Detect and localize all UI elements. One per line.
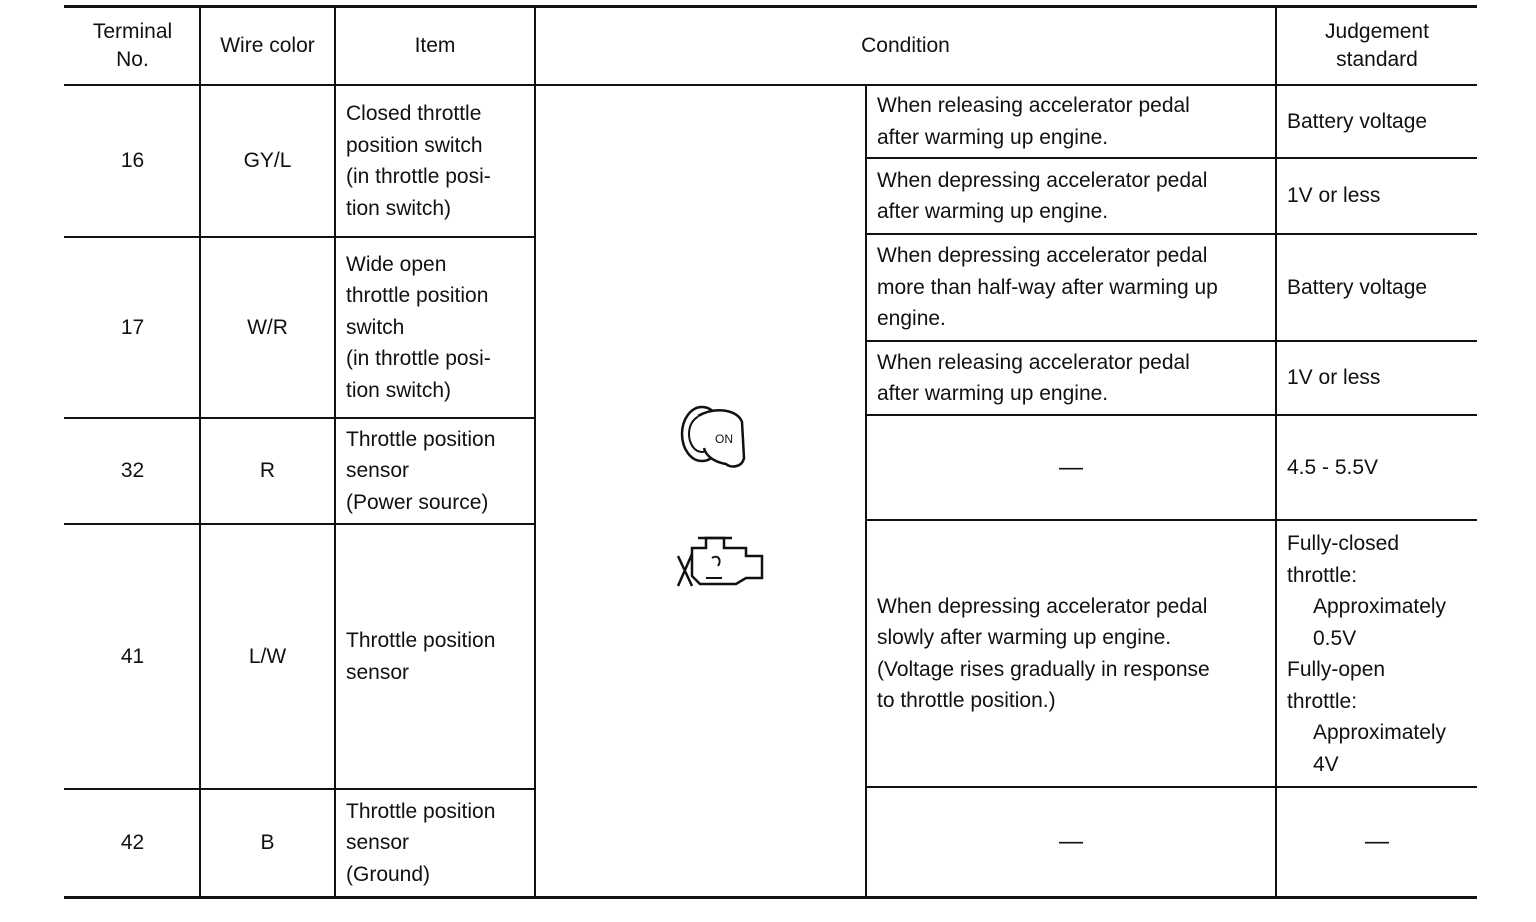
header-judgement-line: standard xyxy=(1336,48,1418,71)
ignition-key-on-icon xyxy=(676,400,748,470)
standard-line: Approximately xyxy=(1313,595,1447,618)
item-cell xyxy=(336,419,534,523)
item-line: Throttle position xyxy=(346,629,496,652)
condition-line: engine. xyxy=(877,307,946,331)
condition-line: When depressing accelerator pedal xyxy=(877,168,1208,192)
condition-line: When depressing accelerator pedal xyxy=(877,244,1208,268)
wire-color-cell: GY/L xyxy=(243,149,292,173)
ignition-on-label: ON xyxy=(715,432,733,446)
condition-line: When releasing accelerator pedal xyxy=(877,94,1190,117)
header-terminal-line: Terminal xyxy=(92,20,173,43)
item-cell xyxy=(336,790,534,896)
wire-color-cell: R xyxy=(259,459,276,483)
standard-line: throttle: xyxy=(1287,689,1358,713)
item-line: position switch xyxy=(346,133,483,157)
wire-color-cell: B xyxy=(260,831,275,855)
terminal-no-cell: 32 xyxy=(120,459,145,483)
terminal-no-cell: 42 xyxy=(120,831,145,855)
item-line: switch xyxy=(346,315,405,339)
standard-cell: 1V or less xyxy=(1287,366,1381,390)
condition-cell xyxy=(867,159,1275,233)
condition-cell xyxy=(867,788,1275,896)
standard-cell xyxy=(1277,528,1477,786)
terminal-no-cell: 17 xyxy=(120,315,145,339)
header-terminal-line: No. xyxy=(116,48,149,71)
item-line: sensor xyxy=(346,459,410,483)
item-cell xyxy=(336,525,534,788)
item-line: (in throttle posi- xyxy=(346,165,491,188)
dash-mark: — xyxy=(1365,828,1389,856)
item-line: Wide open xyxy=(346,252,447,276)
standard-cell: 1V or less xyxy=(1287,184,1381,208)
condition-line: When releasing accelerator pedal xyxy=(877,350,1190,374)
header-wire-color: Wire color xyxy=(220,34,315,57)
item-line: throttle position xyxy=(346,284,489,308)
dash-mark: — xyxy=(1059,453,1083,481)
item-line: Closed throttle xyxy=(346,102,482,125)
terminal-no-cell: 41 xyxy=(120,644,145,668)
wire-color-cell: L/W xyxy=(248,644,287,668)
header-terminal-no xyxy=(66,8,199,84)
item-line: (Ground) xyxy=(346,862,431,886)
header-judgement-standard xyxy=(1277,8,1477,84)
item-line: tion switch) xyxy=(346,196,452,220)
standard-line: Fully-open xyxy=(1287,658,1386,681)
item-cell xyxy=(336,238,534,417)
standard-cell: 4.5 - 5.5V xyxy=(1287,455,1379,479)
condition-cell xyxy=(867,86,1275,157)
table-bottom-border xyxy=(64,896,1477,899)
standard-cell xyxy=(1277,788,1477,896)
condition-line: after warming up engine. xyxy=(877,382,1109,405)
standard-line: Approximately xyxy=(1313,721,1447,744)
header-judgement-line: Judgement xyxy=(1325,20,1429,43)
condition-cell xyxy=(867,342,1275,414)
wire-color-cell: W/R xyxy=(247,315,288,339)
condition-line: slowly after warming up engine. xyxy=(877,626,1172,649)
column-divider xyxy=(534,6,536,898)
condition-cell xyxy=(867,521,1275,786)
item-line: sensor xyxy=(346,831,410,855)
item-line: Throttle position xyxy=(346,427,496,451)
standard-line: 0.5V xyxy=(1313,626,1357,650)
condition-cell xyxy=(867,235,1275,340)
standard-line: Fully-closed xyxy=(1287,532,1400,555)
condition-line: more than half-way after warming up xyxy=(877,275,1218,299)
standard-cell: Battery voltage xyxy=(1287,275,1428,299)
condition-line: (Voltage rises gradually in response xyxy=(877,657,1210,681)
item-line: sensor xyxy=(346,660,410,684)
terminal-no-cell: 16 xyxy=(120,149,145,173)
condition-cell xyxy=(867,416,1275,519)
condition-line: to throttle position.) xyxy=(877,689,1056,712)
item-line: (Power source) xyxy=(346,490,489,514)
item-line: (in throttle posi- xyxy=(346,347,491,371)
standard-line: throttle: xyxy=(1287,563,1358,587)
condition-line: after warming up engine. xyxy=(877,125,1109,149)
item-cell xyxy=(336,86,534,236)
condition-line: after warming up engine. xyxy=(877,200,1109,223)
item-line: Throttle position xyxy=(346,799,496,823)
dash-mark: — xyxy=(1059,828,1083,856)
condition-line: When depressing accelerator pedal xyxy=(877,594,1208,618)
header-condition: Condition xyxy=(861,34,950,57)
standard-cell: Battery voltage xyxy=(1287,109,1428,133)
engine-stopped-icon xyxy=(676,528,766,590)
header-item: Item xyxy=(414,34,456,57)
standard-line: 4V xyxy=(1313,752,1339,776)
item-line: tion switch) xyxy=(346,378,452,402)
